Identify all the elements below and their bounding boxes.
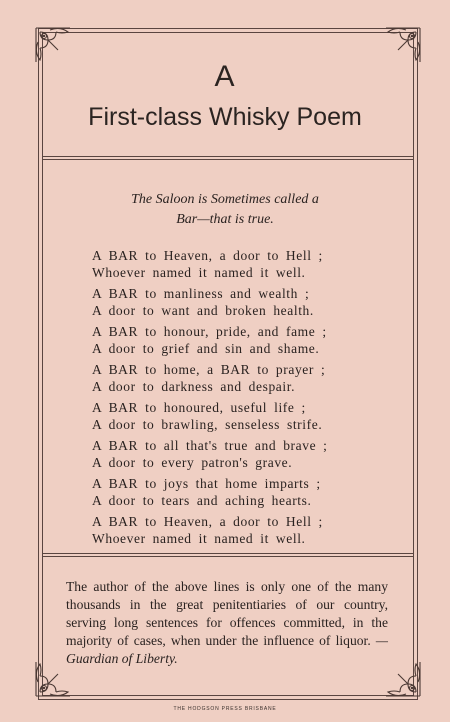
poem-stanza-5: [92, 400, 382, 433]
subtitle-line-1: The Saloon is Sometimes called a: [131, 192, 319, 207]
author-note: [66, 578, 388, 668]
subtitle-line-2: Bar—that is true.: [176, 212, 274, 227]
poem-stanza-4: [92, 362, 382, 395]
poem-stanza-2: [92, 286, 382, 319]
poem-line: A door to every patron's grave.: [92, 454, 293, 470]
poem-line: A BAR to manliness and wealth ;: [92, 286, 310, 301]
poem-line: A BAR to honour, pride, and fame ;: [92, 324, 327, 339]
poem-line: A door to brawling, senseless strife.: [92, 416, 323, 432]
poem-stanza-1: [92, 248, 382, 281]
poem-line: A door to darkness and despair.: [92, 378, 296, 394]
poem-stanza-8: [92, 514, 382, 547]
poem-line: A BAR to Heaven, a door to Hell ;: [92, 248, 323, 263]
poem-body: [92, 248, 382, 552]
author-note-paragraph: [66, 578, 388, 668]
poem-line: A BAR to honoured, useful life ;: [92, 400, 306, 415]
poem-stanza-7: [92, 476, 382, 509]
poem-stanza-3: [92, 324, 382, 357]
printer-imprint: THE HODGSON PRESS BRISBANE: [173, 706, 277, 712]
page-title: First-class Whisky Poem: [88, 103, 362, 131]
author-note-text: The author of the above lines is only one of the many thousands in the great penitentiaries of our country, serving long sentences for offences committed, in the majority of cases, when under the influence of liquor.: [66, 579, 388, 648]
poem-line: A BAR to Heaven, a door to Hell ;: [92, 514, 323, 529]
poem-line: A BAR to joys that home imparts ;: [92, 476, 321, 491]
poem-stanza-6: [92, 438, 382, 471]
poem-line: A BAR to all that's true and brave ;: [92, 438, 328, 453]
poem-line: A door to tears and aching hearts.: [92, 492, 312, 508]
poem-line: Whoever named it named it well.: [92, 530, 306, 546]
divider-top: [42, 156, 414, 160]
author-note-source: —Guardian of Liberty.: [66, 633, 389, 666]
poem-line: A BAR to home, a BAR to prayer ;: [92, 362, 326, 377]
poem-line: A door to grief and sin and shame.: [92, 340, 320, 356]
subtitle: [0, 190, 450, 230]
divider-bottom: [42, 553, 414, 557]
poem-line: A door to want and broken health.: [92, 302, 314, 318]
poem-line: Whoever named it named it well.: [92, 264, 306, 280]
title-letter: A: [214, 60, 236, 93]
